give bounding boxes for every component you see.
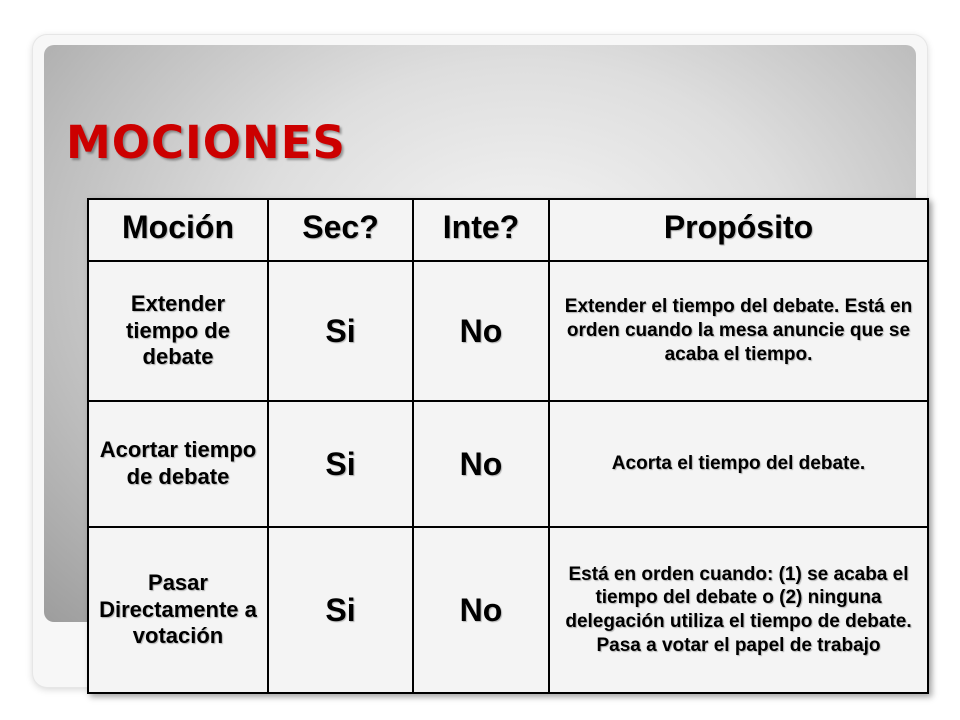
cell-mocion: [88, 261, 268, 401]
cell-inte: No: [413, 261, 549, 401]
cell-sec: Si: [268, 401, 413, 527]
cell-sec: Si: [268, 261, 413, 401]
header-mocion: Moción: [88, 199, 268, 261]
cell-mocion-text: Acortar tiempo de debate: [99, 437, 257, 489]
header-inte: Inte?: [413, 199, 549, 261]
cell-inte: No: [413, 527, 549, 693]
cell-mocion: [88, 401, 268, 527]
cell-proposito: [549, 527, 928, 693]
table-row: [88, 527, 928, 693]
cell-mocion-text: Extender tiempo de debate: [126, 290, 230, 370]
mociones-table: [87, 198, 929, 694]
cell-proposito: [549, 261, 928, 401]
table-row: [88, 261, 928, 401]
cell-inte: No: [413, 401, 549, 527]
cell-proposito-text: Acorta el tiempo del debate.: [611, 453, 866, 475]
cell-sec: Si: [268, 527, 413, 693]
slide-title: MOCIONES: [66, 116, 346, 169]
cell-proposito: [549, 401, 928, 527]
table-row: [88, 401, 928, 527]
cell-mocion: [88, 527, 268, 693]
cell-mocion-text: Pasar Directamente a votación: [99, 569, 257, 649]
header-sec: Sec?: [268, 199, 413, 261]
cell-proposito-text: Extender el tiempo del debate. Está en orden cuando la mesa anuncie que se acaba el tiempo.: [564, 296, 913, 365]
header-proposito: Propósito: [549, 199, 928, 261]
cell-proposito-text: Está en orden cuando: (1) se acaba el tiempo del debate o (2) ninguna delegación utiliza el tiempo de debate. Pasa a votar el papel de trabajo: [565, 563, 912, 656]
table-header-row: [88, 199, 928, 261]
